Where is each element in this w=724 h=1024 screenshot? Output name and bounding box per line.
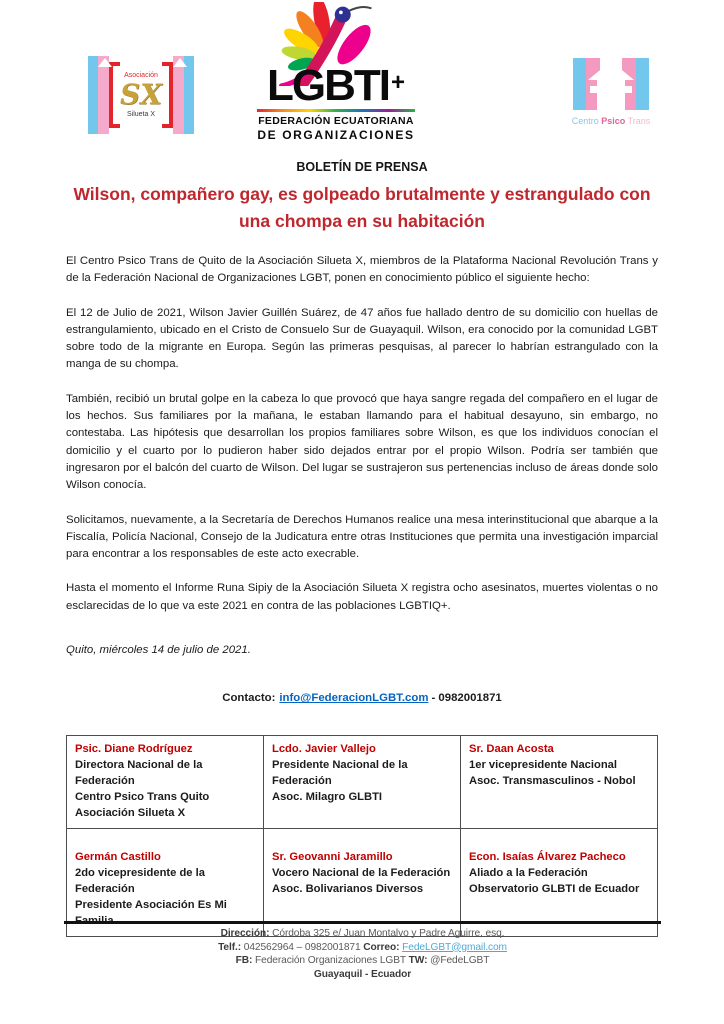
signatory-cell <box>461 735 658 828</box>
signatory-name: Econ. Isaías Álvarez Pacheco <box>469 850 626 863</box>
address-value: Córdoba 325 e/ Juan Montalvo y Padre Aguirre, esq. <box>269 928 505 939</box>
phone-value: 042562964 – 0982001871 <box>241 941 364 953</box>
signatory-cell <box>264 828 461 936</box>
email-label: Correo: <box>363 941 400 953</box>
trans-flag-stripe <box>173 56 184 134</box>
lgbti-wordmark: LGBTI+ <box>267 61 405 110</box>
paragraph-details: También, recibió un brutal golpe en la cabeza lo que provocó que haya sangre regada del compañero en el lugar de los hechos. Sus familiares por la mañana, le estaban llamando para el habitual desayuno, sin embargo, no contestaba. Las hipótesis que desarrollan los propios familiares sobre Wilson, es que los individuos conocían el domicilio y el cuarto por lo pudieron haber sido dejados entrar por el propio Wilson. Podría ser también que ingresaron por el balcón del cuarto de Wilson. Del lugar se sustrajeron sus pertenencias incluso de áreas donde solo Wilson conocía. <box>66 392 658 492</box>
sx-logo-asociacion-text: Asociación <box>124 72 158 79</box>
dateline: Quito, miércoles 14 de julio de 2021. <box>66 644 251 657</box>
signatory-cell <box>67 735 264 828</box>
signatory-name: Lcdo. Javier Vallejo <box>272 742 376 755</box>
federation-lgbti-logo <box>236 2 436 148</box>
signatories-table <box>66 735 658 937</box>
plus-sign: + <box>390 69 405 96</box>
paragraph-intro: El Centro Psico Trans de Quito de la Asociación Silueta X, miembros de la Plataforma Nacional Revolución Trans y de la Federación Nacional de Organizaciones LGBT, ponen en conocimiento público el siguiente hecho: <box>66 255 658 285</box>
trans-flag-stripe <box>98 56 109 134</box>
signatory-role: Centro Psico Trans Quito <box>75 790 210 803</box>
contact-phone: - 0982001871 <box>431 692 502 705</box>
signatory-name: Psic. Diane Rodríguez <box>75 742 193 755</box>
signatory-role: Presidente Asociación Es Mi Familia <box>75 898 227 927</box>
cpt-word-trans: Trans <box>627 116 651 126</box>
table-row <box>67 828 658 936</box>
facebook-label: FB: <box>235 955 253 966</box>
press-release-body <box>66 160 658 937</box>
contact-line <box>66 690 658 707</box>
table-row <box>67 735 658 828</box>
centro-psico-trans-logo <box>552 58 670 127</box>
contact-email-link[interactable]: info@FederacionLGBT.com <box>279 692 429 705</box>
cpt-word-psico: Psico <box>601 116 626 126</box>
footer-address-line <box>64 927 661 941</box>
signatory-cell <box>264 735 461 828</box>
trans-flag-stripe <box>184 56 194 134</box>
signatory-role: 1er vicepresidente Nacional <box>469 758 617 771</box>
signatory-name: Sr. Geovanni Jaramillo <box>272 850 393 863</box>
footer-email-link[interactable]: FedeLGBT@gmail.com <box>402 941 507 953</box>
federation-name-line1: FEDERACIÓN ECUATORIANA <box>258 115 414 127</box>
page-footer <box>64 921 661 981</box>
logo-header <box>0 0 724 150</box>
paragraph-incident: El 12 de Julio de 2021, Wilson Javier Guillén Suárez, de 47 años fue hallado dentro de su domicilio con huellas de estrangulamiento, ubicado en el Cristo de Consuelo Sur de Guayaquil. Wilson, era conocido por la comunidad LGBT sobre todo de la migrante en Europa. Según las primeras pesquisas, al parecer lo habrían estrangulado con la manga de su chompa. <box>66 306 658 371</box>
paragraph-report: Hasta el momento el Informe Runa Sipiy de la Asociación Silueta X registra ocho asesinatos, muertes violentas o no esclarecidas de lo que va este 2021 en contra de las poblaciones LGBTIQ+. <box>66 582 658 612</box>
footer-social-line <box>64 954 661 968</box>
twitter-label: TW: <box>408 955 428 966</box>
trans-flag-stripe <box>88 56 98 134</box>
sx-logo-silueta-text: Silueta X <box>126 111 155 118</box>
signatory-role: Directora Nacional de la Federación <box>75 758 203 787</box>
federation-name-line2: DE ORGANIZACIONES <box>257 128 415 142</box>
signatory-cell <box>461 828 658 936</box>
signatory-role: Aliado a la Federación <box>469 866 588 879</box>
cpt-word-centro: Centro <box>571 116 599 126</box>
paragraph-request: Solicitamos, nuevamente, a la Secretaría de Derechos Humanos realice una mesa interinstitucional que abarque a la Fiscalía, Policía Nacional, Consejo de la Judicatura entre otras Instituciones que permita una investigación imparcial para encontrar a los responsables de este acto execrable. <box>66 513 658 561</box>
signatory-role: Asoc. Bolivarianos Diversos <box>272 882 424 895</box>
signatory-role: Asociación Silueta X <box>75 806 186 819</box>
signatory-role: Vocero Nacional de la Federación <box>272 866 451 879</box>
bulletin-kicker: BOLETÍN DE PRENSA <box>296 160 428 174</box>
address-label: Dirección: <box>220 928 270 939</box>
right-bracket-icon <box>162 62 173 128</box>
left-bracket-icon <box>109 62 120 128</box>
signatory-role: Presidente Nacional de la Federación <box>272 758 408 787</box>
twitter-value: @FedeLGBT <box>427 955 490 966</box>
signatory-name: Germán Castillo <box>75 850 161 863</box>
signatory-role: Asoc. Milagro GLBTI <box>272 790 383 803</box>
footer-city: Guayaquil - Ecuador <box>313 968 412 980</box>
signatory-role: Asoc. Transmasculinos - Nobol <box>469 774 636 787</box>
headline: Wilson, compañero gay, es golpeado brutalmente y estrangulado con una chompa en su habitación <box>73 184 651 231</box>
signatory-name: Sr. Daan Acosta <box>469 742 554 755</box>
facebook-value: Federación Organizaciones LGBT <box>252 955 409 966</box>
signatory-cell <box>67 828 264 936</box>
footer-contact-line <box>64 941 661 955</box>
signatory-role: 2do vicepresidente de la Federación <box>75 866 205 895</box>
silueta-x-logo <box>88 56 194 134</box>
phone-label: Telf.: <box>218 941 242 953</box>
signatory-role: Observatorio GLBTI de Ecuador <box>469 882 640 895</box>
trans-house-icon <box>561 58 661 110</box>
sx-logo-monogram: SX <box>120 78 162 111</box>
contact-label: Contacto: <box>222 692 276 705</box>
